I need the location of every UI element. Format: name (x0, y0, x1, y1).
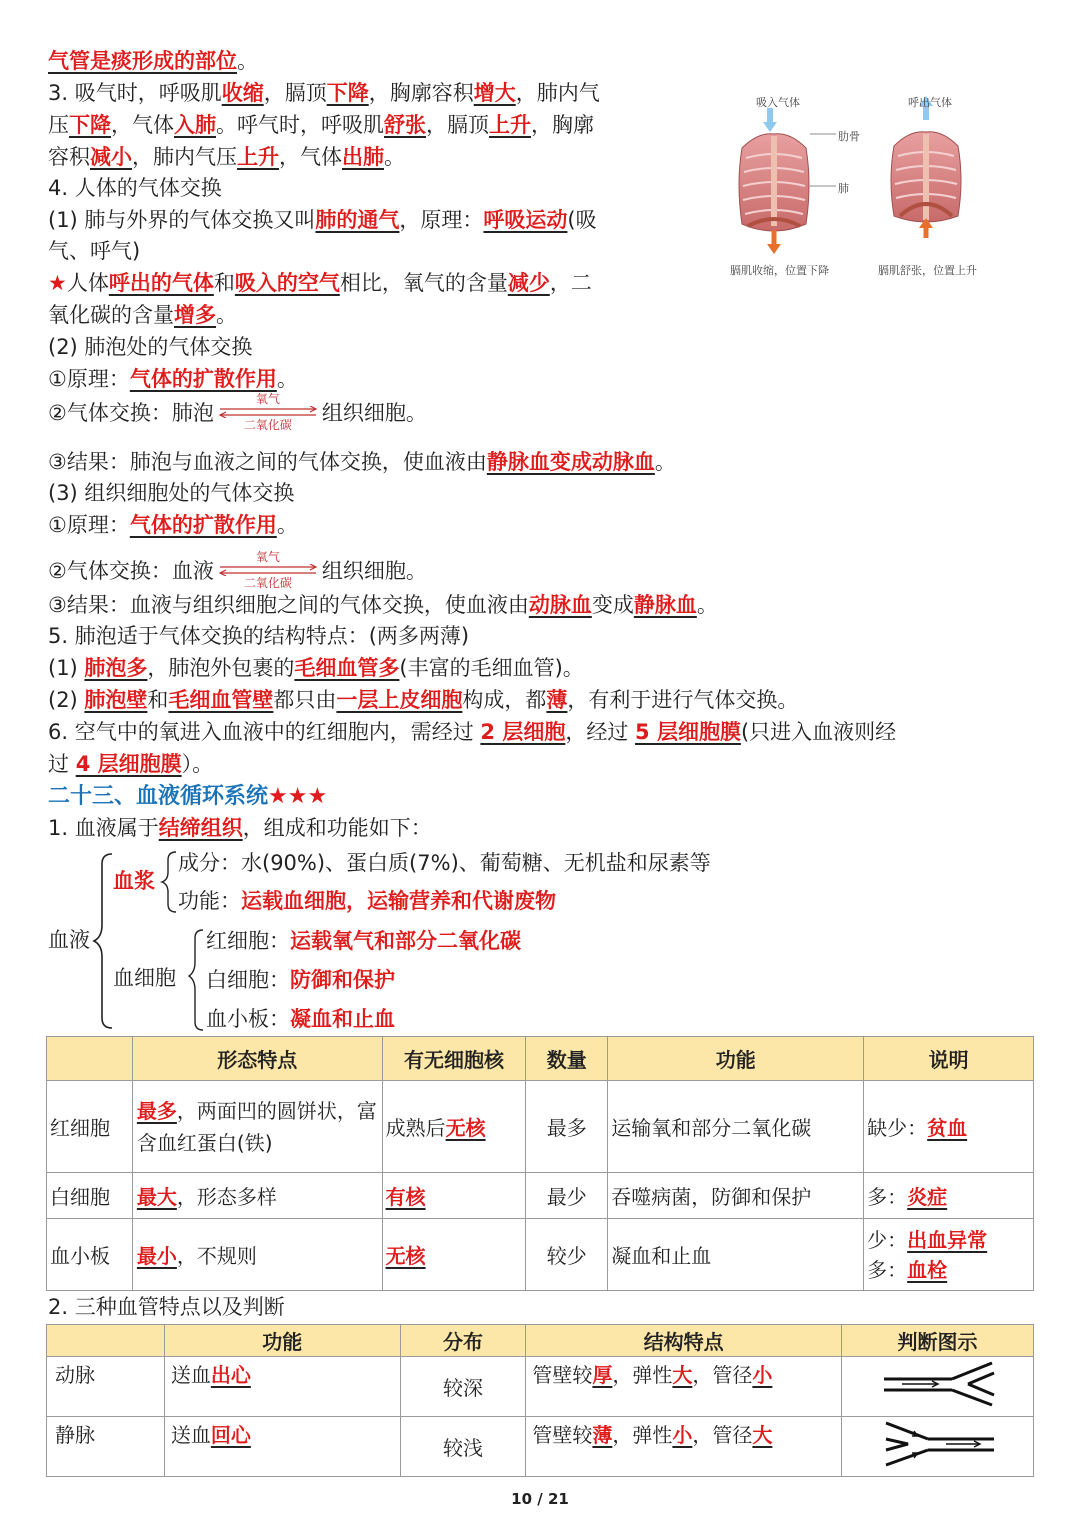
fig-label-inhale: 吸入气体 (756, 96, 800, 109)
tree-cells: 血细胞 (113, 966, 176, 990)
line-inhale: 3. 吸气时，呼吸肌收缩，膈顶下降，胸廓容积增大，肺内气 (48, 81, 600, 105)
table-row: 动脉 送血出心 较深 管壁较厚，弹性大，管径小 (47, 1357, 1034, 1417)
double-arrow-icon: 氧气 二氧化碳 (216, 554, 320, 590)
fig-label-exhale: 呼出气体 (908, 96, 952, 109)
section-alveoli: (2) 肺泡处的气体交换 (48, 335, 253, 359)
line-ventilation-2: 气、呼气) (48, 239, 141, 263)
section-tissue: (3) 组织细胞处的气体交换 (48, 481, 295, 505)
line-inhale-2: 压下降，气体入肺。呼气时，呼吸肌舒张，膈顶上升，胸廓 (48, 113, 594, 137)
page-number: 10 / 21 (511, 1490, 569, 1508)
line-two-many: (1) 肺泡多，肺泡外包裹的毛细血管多(丰富的毛细血管)。 (48, 656, 584, 680)
line-trachea: 气管是痰形成的部位。 (48, 49, 258, 73)
line-principle-2: ①原理：气体的扩散作用。 (48, 513, 298, 537)
blood-cells-table (46, 1036, 1034, 1291)
tree-plasma-comp: 成分：水(90%)、蛋白质(7%)、葡萄糖、无机盐和尿素等 (178, 851, 711, 875)
line-result-2: ③结果：血液与组织细胞之间的气体交换，使血液由动脉血变成静脉血。 (48, 593, 718, 617)
section-gas-exchange: 4. 人体的气体交换 (48, 176, 222, 200)
table-header-row: 形态特点 有无细胞核 数量 功能 说明 (47, 1037, 1034, 1081)
table-row: 白细胞 最大，形态多样 有核 最少 吞噬病菌，防御和保护 多：炎症 (47, 1173, 1034, 1219)
line-two-thin: (2) 肺泡壁和毛细血管壁都只由一层上皮细胞构成，都薄，有利于进行气体交换。 (48, 688, 799, 712)
fig-caption-left: 膈肌收缩，位置下降 (730, 264, 829, 277)
table-header-row: 功能 分布 结构特点 判断图示 (47, 1325, 1034, 1357)
line-exchange-1: ②气体交换：肺泡 氧气 二氧化碳 组织细胞。 (48, 392, 427, 432)
double-arrow-icon: 氧气 二氧化碳 (216, 396, 320, 432)
vein-diagram (841, 1417, 1033, 1477)
star-icon: ★★★ (268, 784, 328, 809)
table-row: 红细胞 最多，两面凹的圆饼状，富含血红蛋白(铁) 成熟后无核 最多 运输氧和部分二氧化碳 缺少：贫血 (47, 1081, 1034, 1173)
artery-branch-icon (842, 1357, 1032, 1411)
line-exhale: 容积减小，肺内气压上升，气体出肺。 (48, 145, 405, 169)
tree-wbc: 白细胞：防御和保护 (206, 968, 395, 992)
fig-caption-right: 膈肌舒张，位置上升 (878, 264, 977, 277)
artery-diagram (841, 1357, 1033, 1417)
breathing-figure (718, 88, 988, 278)
fig-label-rib: 肋骨 (838, 130, 860, 143)
thorax-illustration (718, 88, 988, 278)
line-compare-2: 氧化碳的含量增多。 (48, 303, 237, 327)
line-exchange-2: ②气体交换：血液 氧气 二氧化碳 组织细胞。 (48, 550, 427, 590)
section-alveoli-structure: 5. 肺泡适于气体交换的结构特点：(两多两薄) (48, 624, 470, 648)
line-principle-1: ①原理：气体的扩散作用。 (48, 367, 298, 391)
fig-label-lung: 肺 (838, 182, 849, 195)
section-vessels: 2. 三种血管特点以及判断 (48, 1295, 285, 1319)
line-oxygen-path-2: 过 4 层细胞膜）。 (48, 752, 214, 776)
tree-root: 血液 (48, 928, 90, 952)
table-row: 静脉 送血回心 较浅 管壁较薄，弹性小，管径大 (47, 1417, 1034, 1477)
section-heading-circulation: 二十三、血液循环系统★★★ (48, 784, 328, 809)
tree-plasma-func: 功能：运载血细胞，运输营养和代谢废物 (178, 889, 556, 913)
line-compare: ★人体呼出的气体和吸入的空气相比，氧气的含量减少，二 (48, 271, 592, 295)
line-blood-tissue: 1. 血液属于结缔组织，组成和功能如下： (48, 816, 432, 840)
vein-merge-icon (842, 1417, 1032, 1471)
star-icon: ★ (48, 271, 67, 295)
vessels-table (46, 1324, 1034, 1477)
tree-plasma: 血浆 (113, 869, 155, 893)
tree-platelet: 血小板：凝血和止血 (206, 1007, 395, 1031)
line-result-1: ③结果：肺泡与血液之间的气体交换，使血液由静脉血变成动脉血。 (48, 450, 676, 474)
line-oxygen-path: 6. 空气中的氧进入血液中的红细胞内，需经过 2 层细胞，经过 5 层细胞膜(只进入血液则经 (48, 720, 897, 744)
line-ventilation: (1) 肺与外界的气体交换又叫肺的通气，原理：呼吸运动(吸 (48, 208, 597, 232)
tree-rbc: 红细胞：运载氧气和部分二氧化碳 (206, 929, 521, 953)
table-row: 血小板 最小，不规则 无核 较少 凝血和止血 少：出血异常 多：血栓 (47, 1219, 1034, 1291)
